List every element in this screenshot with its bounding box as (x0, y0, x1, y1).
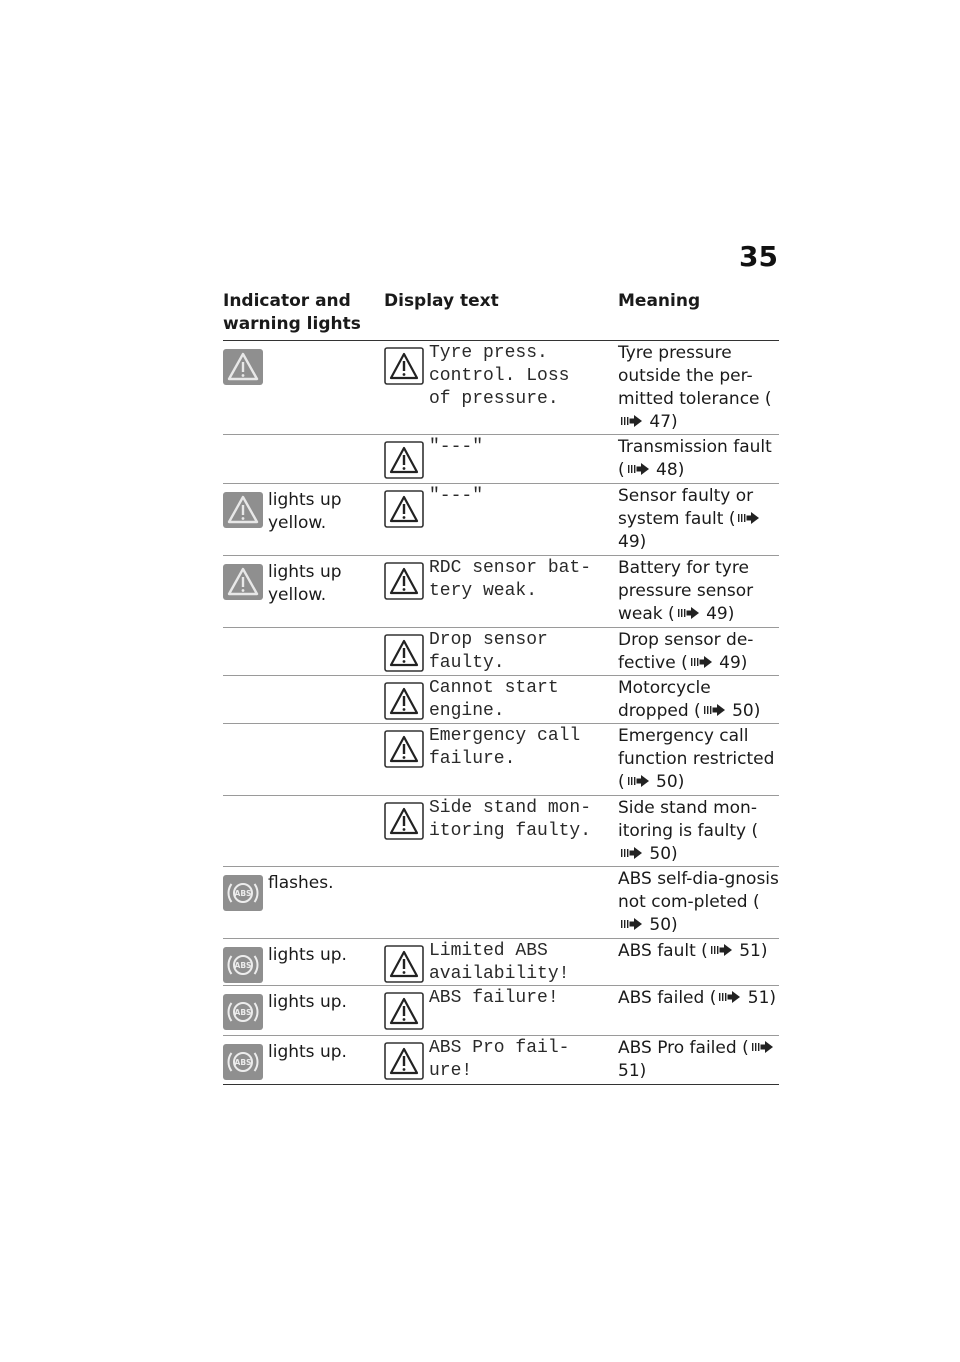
indicator-status-text: lights up. (268, 1042, 347, 1062)
cross-reference-arrow-icon (701, 703, 727, 717)
warning-triangle-icon (384, 634, 424, 672)
display-text: Tyre press. control. Loss of pressure. (429, 343, 570, 409)
meaning-text: Drop sensor de-fective (618, 630, 754, 673)
meaning-text: Side stand mon-itoring is faulty (618, 798, 757, 841)
table-header (223, 288, 779, 341)
page-reference-link[interactable]: 48 (656, 460, 678, 480)
abs-indicator-icon (223, 1044, 263, 1080)
meaning-text: Sensor faulty or system fault (618, 486, 754, 529)
meaning-cell: ABS self-dia-gnosis not com-pleted ( 50) (618, 869, 779, 935)
warning-triangle-icon (384, 730, 424, 768)
meaning-cell: ABS Pro failed ( 51) (618, 1037, 780, 1083)
display-text: ABS Pro fail- ure! (429, 1038, 570, 1081)
indicator-status-text: flashes. (268, 873, 334, 893)
abs-indicator-icon (223, 994, 263, 1030)
display-text: RDC sensor bat- tery weak. (429, 558, 592, 601)
indicator-status-text: lights up yellow. (268, 490, 342, 533)
table-row (223, 724, 779, 796)
meaning-text: Transmission fault (618, 437, 772, 457)
header-meaning: Meaning (618, 291, 701, 311)
table-row (223, 986, 779, 1036)
cross-reference-arrow-icon (716, 990, 742, 1004)
warning-triangle-icon (384, 945, 424, 983)
meaning-cell: ABS fault ( 51) (618, 941, 768, 961)
meaning-cell: Side stand mon-itoring is faulty ( 50) (618, 798, 759, 864)
cross-reference-arrow-icon (675, 606, 701, 620)
page-reference-link[interactable]: 49 (618, 532, 640, 552)
page-number: 35 (739, 240, 778, 273)
page-reference-link[interactable]: 49 (706, 604, 728, 624)
cross-reference-arrow-icon (749, 1040, 775, 1054)
table-row (223, 628, 779, 676)
display-text: Emergency call failure. (429, 726, 581, 769)
cross-reference-arrow-icon (618, 846, 644, 860)
meaning-text: Battery for tyre pressure sensor weak (618, 558, 754, 624)
abs-indicator-icon (223, 875, 263, 911)
indicator-status-text: lights up. (268, 945, 347, 965)
display-text: Cannot start engine. (429, 678, 559, 721)
table-row (223, 939, 779, 986)
table-row (223, 676, 779, 724)
meaning-text: ABS fault (618, 941, 696, 961)
meaning-text: ABS self-dia-gnosis not com-pleted (618, 869, 779, 912)
display-text: Limited ABS availability! (429, 941, 570, 984)
table-row (223, 796, 779, 867)
warning-triangle-icon (384, 682, 424, 720)
meaning-cell: Battery for tyre pressure sensor weak ( 49) (618, 558, 754, 624)
meaning-text: ABS Pro failed (618, 1038, 737, 1058)
indicator-status-text: lights up. (268, 992, 347, 1012)
page-reference-link[interactable]: 50 (649, 844, 672, 864)
general-warning-indicator-icon (223, 349, 263, 385)
table-row (223, 556, 779, 628)
svg-text:ABS: ABS (234, 1008, 252, 1017)
cross-reference-arrow-icon (625, 462, 651, 476)
display-text: Drop sensor faulty. (429, 630, 548, 673)
warning-triangle-icon (384, 562, 424, 600)
cross-reference-arrow-icon (708, 943, 734, 957)
svg-text:ABS: ABS (234, 1058, 252, 1067)
warning-triangle-icon (384, 441, 424, 479)
cross-reference-arrow-icon (688, 655, 714, 669)
page-reference-link[interactable]: 51 (618, 1061, 640, 1081)
cross-reference-arrow-icon (625, 774, 651, 788)
meaning-cell: Sensor faulty or system fault ( 49) (618, 485, 780, 554)
svg-text:ABS: ABS (234, 889, 252, 898)
display-text: "---" (429, 486, 484, 506)
general-warning-indicator-icon (223, 492, 263, 528)
header-indicator: Indicator and warning lights (223, 291, 361, 334)
page-reference-link[interactable]: 47 (649, 412, 672, 432)
page-reference-link[interactable]: 49 (719, 653, 741, 673)
page-reference-link[interactable]: 51 (747, 988, 770, 1008)
meaning-cell: Emergency call function restricted ( 50) (618, 726, 775, 792)
warning-triangle-icon (384, 347, 424, 385)
table-row (223, 484, 779, 556)
warning-triangle-icon (384, 992, 424, 1030)
general-warning-indicator-icon (223, 564, 263, 600)
display-text: ABS failure! (429, 988, 559, 1008)
meaning-text: ABS failed (618, 988, 705, 1008)
meaning-text: Tyre pressure outside the per-mitted tolerance (618, 343, 760, 409)
header-display-text: Display text (384, 291, 499, 311)
warning-triangle-icon (384, 1042, 424, 1080)
table-row (223, 867, 779, 939)
meaning-cell: Drop sensor de-fective ( 49) (618, 630, 754, 673)
table-row (223, 435, 779, 484)
meaning-cell: Transmission fault ( 48) (618, 437, 772, 480)
table-row (223, 341, 779, 435)
table-body (223, 341, 779, 1085)
meaning-cell: Tyre pressure outside the per-mitted tolerance ( 47) (618, 343, 772, 432)
table-row (223, 1036, 779, 1085)
page-reference-link[interactable]: 50 (656, 772, 678, 792)
warning-triangle-icon (384, 490, 424, 528)
cross-reference-arrow-icon (735, 511, 761, 525)
indicator-table (223, 288, 779, 1085)
cross-reference-arrow-icon (618, 414, 644, 428)
display-text: Side stand mon- itoring faulty. (429, 798, 592, 841)
warning-triangle-icon (384, 802, 424, 840)
abs-indicator-icon (223, 947, 263, 983)
meaning-cell: Motorcycle dropped ( 50) (618, 678, 761, 721)
page-reference-link[interactable]: 50 (732, 701, 754, 721)
display-text: "---" (429, 437, 484, 457)
page-reference-link[interactable]: 51 (739, 941, 761, 961)
meaning-text: Emergency call function restricted (618, 726, 775, 769)
indicator-status-text: lights up yellow. (268, 562, 342, 605)
cross-reference-arrow-icon (618, 917, 644, 931)
meaning-cell: ABS failed ( 51) (618, 988, 777, 1008)
page-reference-link[interactable]: 50 (649, 915, 672, 935)
meaning-text: Motorcycle dropped (618, 678, 711, 721)
svg-text:ABS: ABS (234, 961, 252, 970)
